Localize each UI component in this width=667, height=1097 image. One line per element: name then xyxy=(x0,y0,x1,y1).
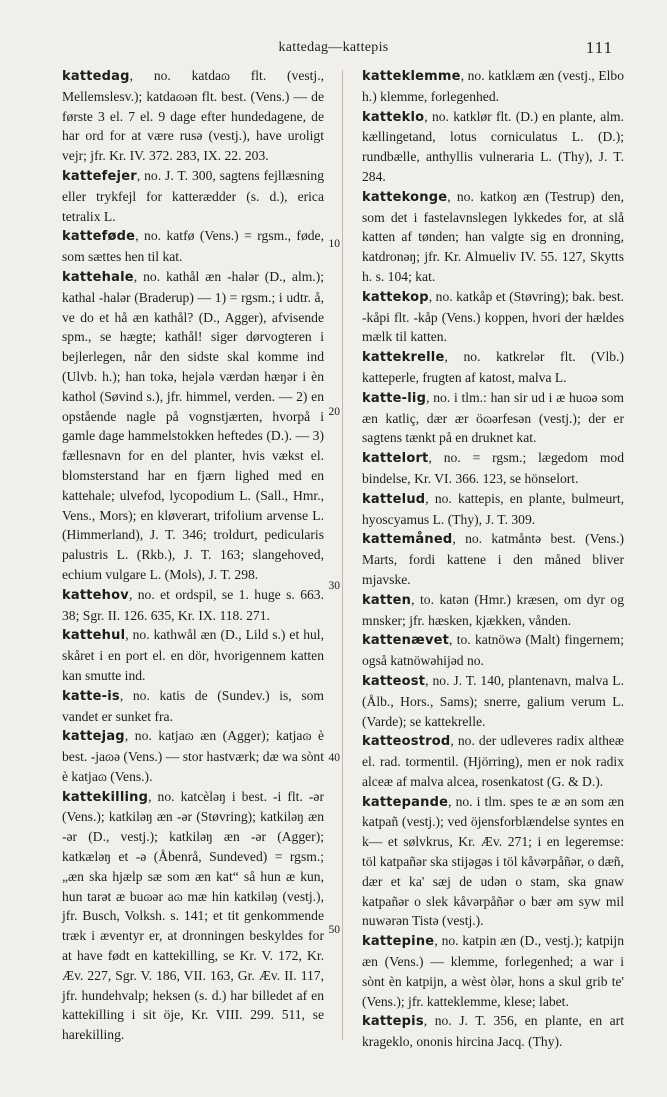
entry-text: , no. i tlm.: han sir ud i æ huɷə som æn katliç, dær ær öɷərfesən (vestj.); der er sagtens tænkt på en druknet kat. xyxy=(362,389,624,446)
entry-text: , no. = rgsm.; lægedom mod bindelse, Kr. VI. 366. 123, se hönselort. xyxy=(362,450,624,486)
line-number: 10 xyxy=(328,238,340,250)
entry-headword: kattepis xyxy=(362,1014,424,1030)
entry-text: , no. kattepis, en plante, bulmeurt, hyoscyamus L. (Thy), J. T. 309. xyxy=(362,490,624,527)
entry-headword: kattehale xyxy=(62,269,134,285)
dictionary-entry xyxy=(62,625,324,685)
entry-text: , no. J. T. 356, en plante, en art krageklo, ononis hircina Jacq. (Thy). xyxy=(362,1013,624,1050)
page-header xyxy=(0,38,667,60)
dictionary-entry xyxy=(62,585,324,626)
dictionary-entry xyxy=(362,931,624,1011)
dictionary-entry xyxy=(62,787,324,1045)
entry-headword: kattedag xyxy=(62,69,130,84)
entry-text: , no. J. T. 300, sagtens fejllæsning eller trykfejl for katterædder (s. d.), erica tetralix L. xyxy=(62,167,324,224)
dictionary-entry xyxy=(362,66,624,107)
entry-headword: katteføde xyxy=(62,229,136,245)
dictionary-entry xyxy=(62,726,324,786)
dictionary-entry xyxy=(362,590,624,631)
entry-text: , no. katcèləŋ i best. -i flt. -ər (Vens.); katkiləŋ æn -ər (Støvring); katkiləŋ æn -ər (D., vestj.); katkiləŋ æn -ər (Agger); katkæləŋ et -ə (Åbenrå, Sundeved) = rgsm.; „æn ska hjælp sæ som æn kat“ så hun æ kun, hun tarət æ buɷər aɷ mæ hin katkiləŋ (vestj.), jfr. Busch, Volksh. s. 141; et tit genkommende træk i æventyr er, at dronningen beskyldes for at have født en kattekilling, se Kr. V. 172, Kr. Æv. 227, Sgr. V. 186, VII. 163, Gr. Æv. II. 117, jfr. hundehvalp; heksen (s. d.) har billedet af en kattekilling i sit öje, Kr. VIII. 299. 511, se harekilling. xyxy=(62,788,324,1043)
dictionary-entry xyxy=(62,226,324,267)
right-column xyxy=(362,66,624,1052)
dictionary-entry xyxy=(362,630,624,671)
entry-text: , no. katpin æn (D., vestj.); katpijn æn (Vens.) — klemme, forlegenhed; a war i sònt èn katpijn, a wèst òlər, hons a skul grib te' (Vens.); jfr. katteklemme, klese; labet. xyxy=(362,933,624,1009)
column-divider xyxy=(342,70,343,1040)
line-number: 20 xyxy=(328,406,340,418)
entry-headword: kattehul xyxy=(62,628,126,644)
entry-headword: kattemåned xyxy=(362,532,453,548)
dictionary-entry xyxy=(62,267,324,585)
entry-headword: katte-lig xyxy=(362,390,427,406)
entry-text: , no. katmåntə best. (Vens.) Marts, fordi kattene i den måned bliver mjavske. xyxy=(362,531,624,587)
dictionary-entry xyxy=(62,166,324,226)
dictionary-entry xyxy=(362,489,624,530)
entry-text: , no. kathwål æn (D., Lild s.) et hul, skåret i en port el. en dör, hvorigennem katten kan smutte ind. xyxy=(62,627,324,683)
page-number: 111 xyxy=(585,38,613,57)
entry-headword: kattenævet xyxy=(362,633,450,649)
entry-text: , no. et ordspil, se 1. huge s. 663. 38; Sgr. II. 126. 635, Kr. IX. 118. 271. xyxy=(62,586,324,623)
dictionary-entry xyxy=(62,686,324,727)
dictionary-entry xyxy=(362,1011,624,1052)
entry-headword: kattefejer xyxy=(62,168,137,184)
entry-headword: katteostrod xyxy=(362,734,451,750)
entry-headword: kattekilling xyxy=(62,789,149,805)
entry-text: , to. katən (Hmr.) kræsen, om dyr og mnsker; jfr. hæsken, kjækken, vånden. xyxy=(362,591,624,628)
entry-text: , no. katdaɷ flt. (vestj., Mellemslesv.); katdaɷən flt. best. (Vens.) — de første 3 el. 7 el. 9 dage efter hundedagene, de har ord for at være rusə (vestj.), have uroligt vejr; jfr. Kr. IV. 372. 283, IX. 22. 203. xyxy=(62,68,324,164)
entry-headword: katte-is xyxy=(62,688,120,704)
entry-headword: kattehov xyxy=(62,587,129,603)
entry-headword: kattelud xyxy=(362,491,426,507)
entry-text: , no. katfø (Vens.) = rgsm., føde, som sættes hen til kat. xyxy=(62,228,324,265)
entry-text: , no. katkoŋ æn (Testrup) den, som det i fastelavnslegen lykkedes for, at slå katten af tønden; han valgte sig en dronning, katdronəŋ; jfr. Kr. Almueliv IV. 55. 127, Skytts h. s. 104; kat. xyxy=(362,188,624,284)
entry-text: , no. katis de (Sundev.) is, som vandet er sunket fra. xyxy=(62,687,324,724)
dictionary-entry xyxy=(362,731,624,791)
entry-text: , no. katklør flt. (D.) en plante, alm. kællingetand, lotus corniculatus L. (D.); rundbælle, anthyllis vulneraria L. (Thy), J. T. 284. xyxy=(362,108,624,184)
entry-headword: kattelort xyxy=(362,451,429,467)
entry-headword: katteklemme xyxy=(362,69,461,84)
entry-text: , to. katnöwə (Malt) fingernem; også katnöwəhijəd no. xyxy=(362,632,624,669)
dictionary-entry xyxy=(362,347,624,388)
dictionary-entry xyxy=(362,448,624,489)
entry-text: , no. J. T. 140, plantenavn, malva L. (Ålb., Hors., Sams); snerre, galium verum L. (Varde); se kattekrelle. xyxy=(362,672,624,729)
entry-text: , no. katkrelər flt. (Vlb.) katteperle, frugten af katost, malva L. xyxy=(362,349,624,385)
entry-headword: kattekop xyxy=(362,289,429,305)
entry-text: , no. kathål æn -halər (D., alm.); kathal -halər (Braderup) — 1) = rgsm.; i udtr. å, ve do et hå æn kathål? (D., Agger), afvisende spm., se hægte; kathål! siger dørvogteren i bejlerlegen, når den sidste skal komme ind (Ulvb. h.); han tokə, hejələ værdən hæŋər i èn kathol (Søvind s.), jfr. himmel, verden. — 2) en opstående nagle på vognstjærten, hvorpå i gamle dage hammelstokken heftedes (D.). — 3) fællesnavn for en del planter, hvis vækst el. blomsterstand har en fjærn lighed med en kattehale; ulvefod, lycopodium L. (Sall., Hmr., Vens., Mors); en kløverart, trifolium arvense L. (Himmerland), J. T. 346; troldurt, pedicularis palustris L. (Rkb.), J. T. 163; slangehoved, echium vulgare L. (Mols), J. T. 298. xyxy=(62,268,324,582)
dictionary-entry xyxy=(362,671,624,731)
entry-text: , no. der udleveres radix altheæ el. rad. tormentil. (Hjörring), men er nok radix alceæ af malva alcea, rosenkatost (G. & D.). xyxy=(362,733,624,789)
entry-headword: kattejag xyxy=(62,729,125,745)
dictionary-entry xyxy=(362,388,624,448)
entry-text: , no. katjaɷ æn (Agger); katjaɷ è best. -jaɷə (Vens.) — stor hastværk; dæ wa sònt è katjaɷ (Vens.). xyxy=(62,728,324,784)
line-number: 40 xyxy=(328,752,340,764)
entry-headword: katten xyxy=(362,592,412,608)
entry-headword: kattekonge xyxy=(362,189,448,205)
line-number: 30 xyxy=(328,580,340,592)
dictionary-entry xyxy=(62,66,324,166)
dictionary-entry xyxy=(362,107,624,187)
entry-headword: kattepande xyxy=(362,794,449,810)
entry-headword: katteost xyxy=(362,673,426,689)
left-column xyxy=(62,66,324,1045)
entry-text: , no. i tlm. spes te æ ən som æn katpañ (vestj.); ved öjensforblændelse syntes en k— et sølvkrus, Kr. Æv. 271; i en legeremse: töl katpañər ska stijəgəs i töl kåvərpåñər, o dæñ, dær et ka' sæj de udən o stam, ska gnaw katpañər o slek kåvərpåñər o bær əm syw mil nuwərən Tistə (vestj.). xyxy=(362,793,624,929)
running-head: kattedag—kattepis xyxy=(278,40,389,55)
dictionary-entry xyxy=(362,187,624,287)
entry-headword: kattepine xyxy=(362,934,435,950)
entry-headword: kattekrelle xyxy=(362,350,445,366)
entry-text: , no. katklæm æn (vestj., Elbo h.) klemme, forlegenhed. xyxy=(362,68,624,104)
entry-headword: katteklo xyxy=(362,109,425,125)
line-number: 50 xyxy=(328,924,340,936)
dictionary-entry xyxy=(362,287,624,347)
dictionary-entry xyxy=(362,529,624,589)
dictionary-entry xyxy=(362,792,624,932)
entry-text: , no. katkåp et (Støvring); bak. best. -kåpi flt. -kåp (Vens.) koppen, hvori der hældes mælk til katten. xyxy=(362,288,624,345)
